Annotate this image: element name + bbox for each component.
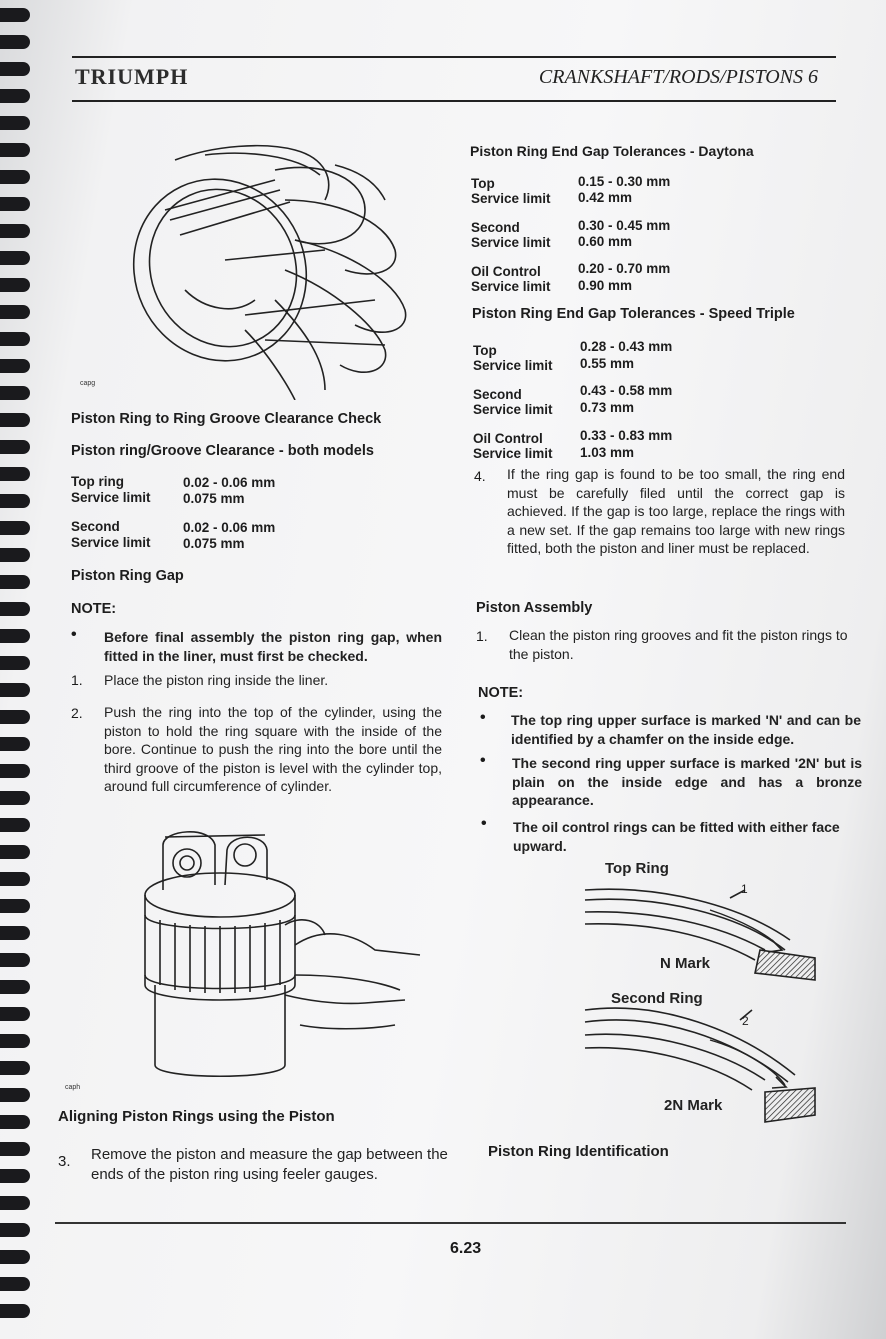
- clearance-top-limit: 0.075 mm: [183, 491, 245, 506]
- note-bullet-3: •: [481, 815, 487, 832]
- figure-aligning-rings: [135, 825, 425, 1085]
- binding-coil: [0, 899, 30, 913]
- callout-1: 1: [741, 882, 748, 896]
- speed-oil-limit: 1.03 mm: [580, 445, 635, 460]
- binding-coil: [0, 197, 30, 211]
- caption-aligning-rings: Aligning Piston Rings using the Piston: [58, 1108, 335, 1125]
- binding-coil: [0, 1142, 30, 1156]
- note-text-2: The second ring upper surface is marked '2N' but is plain on the inside edge and has a bronze appearance.: [512, 755, 862, 808]
- binding-coil: [0, 737, 30, 751]
- binding-coil: [0, 440, 30, 454]
- binding-coil: [0, 386, 30, 400]
- binding-coil: [0, 1115, 30, 1129]
- binding-coil: [0, 926, 30, 940]
- speed-second-value: 0.43 - 0.58 mm: [580, 383, 673, 398]
- binding-coil: [0, 62, 30, 76]
- binding-coil: [0, 494, 30, 508]
- figure-ring-groove-check: [125, 140, 425, 400]
- binding-coil: [0, 1250, 30, 1264]
- speed-oil-value: 0.33 - 0.83 mm: [580, 428, 673, 443]
- binding-coil: [0, 548, 30, 562]
- binding-coil: [0, 116, 30, 130]
- ring-gap-title: Piston Ring Gap: [71, 568, 184, 584]
- header-rule-bottom: [72, 100, 836, 102]
- speed-triple-title: Piston Ring End Gap Tolerances - Speed Triple: [472, 306, 795, 322]
- step2-text: Push the ring into the top of the cylinder, using the piston to hold the ring square with the inside of the bore. Continue to push the ring into the bore until the third groove of the piston is level with the cylinder top, around full circumference of cylinder.: [104, 704, 442, 794]
- binding-coil: [0, 575, 30, 589]
- binding-coil: [0, 1196, 30, 1210]
- binding-coil: [0, 1088, 30, 1102]
- speed-second-limit: 0.73 mm: [580, 400, 635, 415]
- daytona-top-label: Top: [471, 176, 495, 191]
- clearance-top-label: Top ring: [71, 474, 124, 489]
- note-label-left: NOTE:: [71, 601, 117, 617]
- binding-coil: [0, 1061, 30, 1075]
- binding-coil: [0, 980, 30, 994]
- daytona-second-limit: 0.60 mm: [578, 234, 633, 249]
- caption-ring-groove-check: Piston Ring to Ring Groove Clearance Check: [71, 411, 382, 427]
- caption-ring-identification: Piston Ring Identification: [488, 1143, 669, 1160]
- binding-coil: [0, 278, 30, 292]
- label-2n-mark: 2N Mark: [664, 1097, 723, 1114]
- clearance-second-limit-label: Service limit: [71, 535, 151, 550]
- binding-coil: [0, 872, 30, 886]
- binding-coil: [0, 602, 30, 616]
- speed-second-label: Second: [473, 387, 522, 402]
- daytona-oil-limit: 0.90 mm: [578, 278, 633, 293]
- speed-second-limit-label: Service limit: [473, 402, 553, 417]
- figure1-code: capg: [80, 380, 96, 387]
- chapter-title: CRANKSHAFT/RODS/PISTONS 6: [538, 66, 818, 88]
- binding-coil: [0, 818, 30, 832]
- binding-coil: [0, 845, 30, 859]
- binding-coil: [0, 953, 30, 967]
- triumph-logo: TRIUMPH: [75, 64, 189, 89]
- note-bullet-1: •: [480, 709, 486, 726]
- label-second-ring: Second Ring: [611, 990, 703, 1007]
- binding-coil: [0, 89, 30, 103]
- spiral-binding: [0, 0, 36, 1339]
- note-bullet-left: •: [71, 626, 77, 643]
- speed-oil-label: Oil Control: [473, 431, 543, 446]
- speed-top-value: 0.28 - 0.43 mm: [580, 339, 673, 354]
- note-bullet-2: •: [480, 752, 486, 769]
- binding-coil: [0, 305, 30, 319]
- footer-rule: [55, 1222, 846, 1224]
- step-a1-text: Clean the piston ring grooves and fit the piston rings to the piston.: [509, 627, 848, 662]
- daytona-title: Piston Ring End Gap Tolerances - Daytona: [470, 143, 754, 159]
- binding-coil: [0, 413, 30, 427]
- binding-coil: [0, 170, 30, 184]
- step3-number: 3.: [58, 1153, 71, 1170]
- binding-coil: [0, 656, 30, 670]
- label-n-mark: N Mark: [660, 955, 711, 972]
- speed-top-label: Top: [473, 343, 497, 358]
- clearance-title: Piston ring/Groove Clearance - both models: [71, 443, 374, 459]
- binding-coil: [0, 143, 30, 157]
- speed-top-limit: 0.55 mm: [580, 356, 635, 371]
- step1-text: Place the piston ring inside the liner.: [104, 672, 329, 688]
- step-a1-number: 1.: [476, 628, 488, 644]
- binding-coil: [0, 1007, 30, 1021]
- step1-number: 1.: [71, 672, 83, 688]
- speed-top-limit-label: Service limit: [473, 358, 553, 373]
- step4-number: 4.: [474, 468, 486, 484]
- daytona-oil-limit-label: Service limit: [471, 279, 551, 294]
- binding-coil: [0, 521, 30, 535]
- step4-text: If the ring gap is found to be too small, the ring end must be carefully filed until the correct gap is achieved. If the gap is too large, replace the rings with a new set. If the gap remains too large with new rings fitted, both the piston and liner must be replaced.: [507, 466, 845, 556]
- binding-coil: [0, 251, 30, 265]
- binding-coil: [0, 224, 30, 238]
- daytona-second-limit-label: Service limit: [471, 235, 551, 250]
- daytona-oil-label: Oil Control: [471, 264, 541, 279]
- note-text-left: Before final assembly the piston ring gap, when fitted in the liner, must first be checked.: [104, 629, 442, 664]
- figure2-code: caph: [65, 1084, 81, 1091]
- binding-coil: [0, 1277, 30, 1291]
- clearance-second-limit: 0.075 mm: [183, 536, 245, 551]
- page-number: 6.23: [450, 1240, 482, 1257]
- speed-oil-limit-label: Service limit: [473, 446, 553, 461]
- label-top-ring: Top Ring: [605, 860, 669, 877]
- daytona-oil-value: 0.20 - 0.70 mm: [578, 261, 671, 276]
- note-text-3: The oil control rings can be fitted with either face upward.: [513, 819, 840, 854]
- daytona-top-value: 0.15 - 0.30 mm: [578, 174, 671, 189]
- binding-coil: [0, 467, 30, 481]
- binding-coil: [0, 35, 30, 49]
- assembly-title: Piston Assembly: [476, 600, 593, 616]
- daytona-top-limit: 0.42 mm: [578, 190, 633, 205]
- clearance-second-label: Second: [71, 519, 120, 534]
- clearance-top-value: 0.02 - 0.06 mm: [183, 475, 276, 490]
- daytona-second-value: 0.30 - 0.45 mm: [578, 218, 671, 233]
- daytona-top-limit-label: Service limit: [471, 191, 551, 206]
- note-text-1: The top ring upper surface is marked 'N' and can be identified by a chamfer on the inside edge.: [511, 712, 861, 747]
- callout-2: 2: [742, 1014, 749, 1028]
- binding-coil: [0, 764, 30, 778]
- note-label-right: NOTE:: [478, 685, 524, 701]
- step3-text: Remove the piston and measure the gap between the ends of the piston ring using feeler gauges.: [91, 1146, 448, 1183]
- binding-coil: [0, 1034, 30, 1048]
- binding-coil: [0, 1169, 30, 1183]
- header-rule-top: [72, 56, 836, 58]
- binding-coil: [0, 710, 30, 724]
- binding-coil: [0, 1304, 30, 1318]
- binding-coil: [0, 1223, 30, 1237]
- binding-coil: [0, 8, 30, 22]
- daytona-second-label: Second: [471, 220, 520, 235]
- binding-coil: [0, 359, 30, 373]
- binding-coil: [0, 791, 30, 805]
- binding-coil: [0, 332, 30, 346]
- step2-number: 2.: [71, 705, 83, 721]
- binding-coil: [0, 683, 30, 697]
- binding-coil: [0, 629, 30, 643]
- clearance-top-limit-label: Service limit: [71, 490, 151, 505]
- clearance-second-value: 0.02 - 0.06 mm: [183, 520, 276, 535]
